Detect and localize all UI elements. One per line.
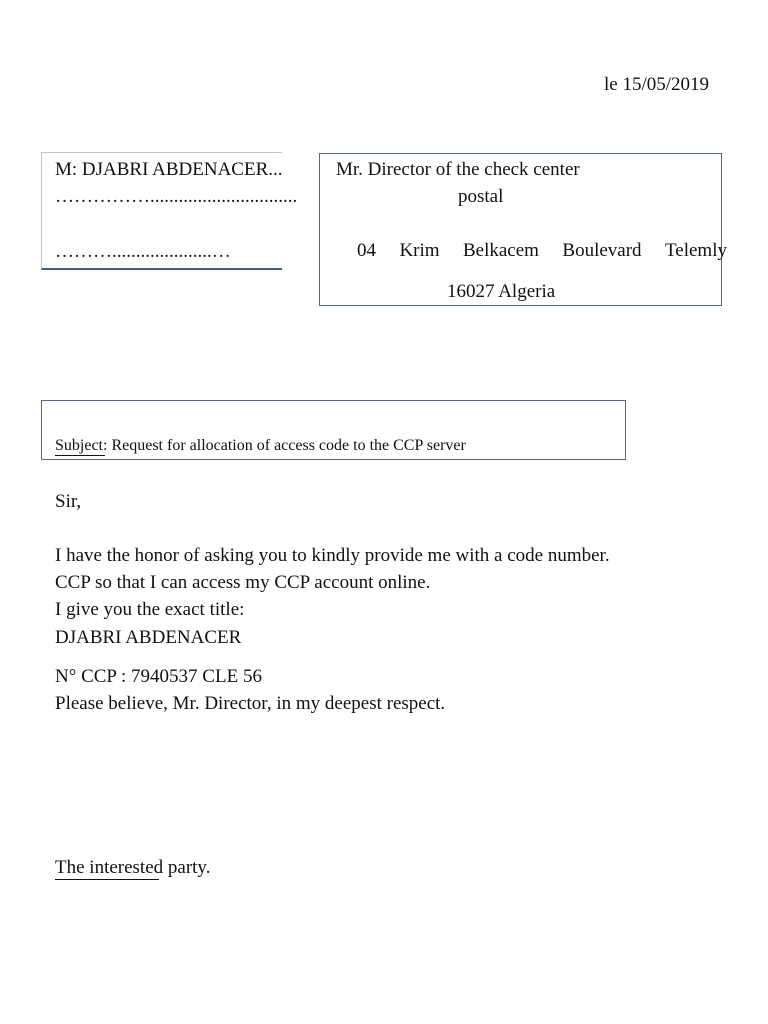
signature-text: The interested party.	[55, 857, 211, 878]
body-paragraph-1: I have the honor of asking you to kindly provide me with a code number.	[55, 545, 610, 566]
salutation: Sir,	[55, 491, 82, 512]
address-word: Krim	[399, 240, 440, 261]
recipient-line-4: 16027 Algeria	[447, 281, 556, 302]
address-word: Boulevard	[562, 240, 642, 261]
recipient-line-1: Mr. Director of the check center	[336, 159, 580, 180]
body-paragraph-3: I give you the exact title:	[55, 599, 245, 620]
address-word: Belkacem	[462, 240, 539, 261]
address-word: Telemly	[664, 240, 727, 261]
signature-line	[55, 857, 210, 879]
address-word: 04	[357, 240, 376, 261]
subject-text: : Request for allocation of access code to the CCP server	[103, 437, 466, 454]
recipient-line-2: postal	[458, 186, 504, 207]
sender-dots-line-1: ……………...............................	[55, 186, 298, 207]
letter-date: le 15/05/2019	[604, 74, 710, 95]
ccp-number-line: N° CCP : 7940537 CLE 56	[55, 666, 262, 687]
closing-line: Please believe, Mr. Director, in my deepest respect.	[55, 693, 446, 714]
body-paragraph-2: CCP so that I can access my CCP account online.	[55, 572, 431, 593]
body-paragraph-4: DJABRI ABDENACER	[55, 627, 242, 648]
subject-label: Subject	[55, 437, 103, 454]
sender-name: M: DJABRI ABDENACER...	[55, 159, 283, 180]
recipient-address	[357, 240, 727, 262]
sender-dots-line-2: ……….....................…	[55, 241, 231, 262]
subject-line	[55, 436, 466, 456]
